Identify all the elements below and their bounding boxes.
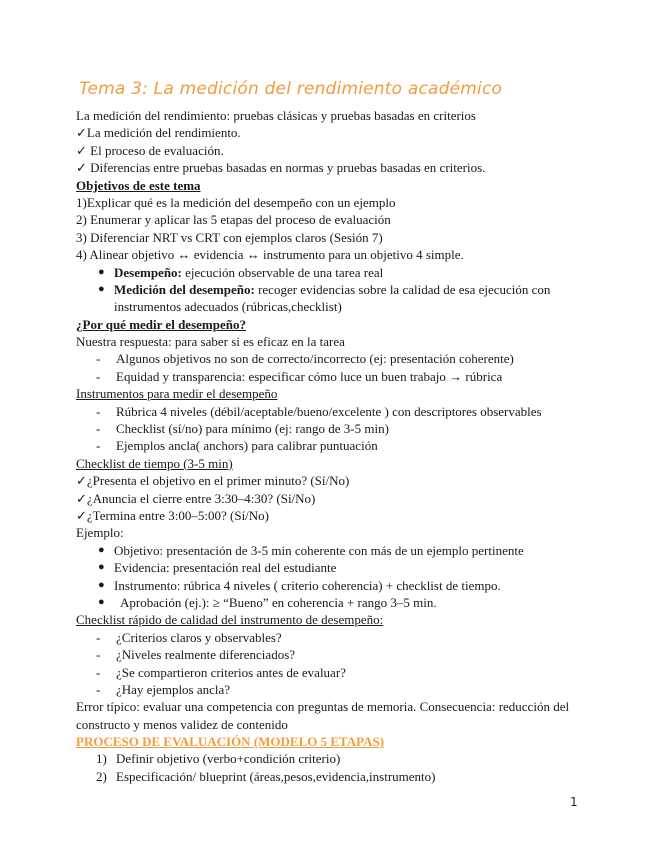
process-item-text: Definir objetivo (verbo+condición criterio) <box>116 751 341 767</box>
process-item-text: Especificación/ blueprint (áreas,pesos,evidencia,instrumento) <box>116 768 436 784</box>
definition-text: recoger evidencias sobre la calidad de esa ejecución con <box>254 281 551 297</box>
check-item: ✓ El proceso de evaluación. <box>76 142 224 158</box>
process-heading: PROCESO DE EVALUACIÓN (MODELO 5 ETAPAS) <box>76 734 385 750</box>
example-label: Ejemplo: <box>76 525 124 541</box>
quality-item-text: ¿Hay ejemplos ancla? <box>116 681 231 697</box>
checklist-item: ✓¿Presenta el objetivo en el primer minuto? (Sí/No) <box>76 473 350 489</box>
quality-item-text: ¿Criterios claros y observables? <box>116 629 282 645</box>
page-number: 1 <box>570 795 578 809</box>
objective-item: 2) Enumerar y aplicar las 5 etapas del proceso de evaluación <box>76 212 391 228</box>
example-item-text: Instrumento: rúbrica 4 niveles ( criterio coherencia) + checklist de tiempo. <box>114 577 501 593</box>
instrument-item <box>76 403 586 420</box>
checklist-item: ✓¿Termina entre 3:00–5:00? (Sí/No) <box>76 507 270 523</box>
dash-icon: - <box>96 681 101 697</box>
quality-item-text: ¿Niveles realmente diferenciados? <box>116 647 296 663</box>
example-item <box>76 559 586 576</box>
dash-icon: - <box>96 403 101 419</box>
bullet-icon: ● <box>98 265 105 278</box>
process-item <box>76 750 586 767</box>
instrument-item-text: Checklist (sí/no) para mínimo (ej: rango de 3-5 min) <box>116 421 389 437</box>
objective-item: 3) Diferenciar NRT vs CRT con ejemplos claros (Sesión 7) <box>76 229 383 245</box>
quality-item <box>76 681 586 698</box>
definition-term: Medición del desempeño: <box>114 281 255 297</box>
bullet-icon: ● <box>98 282 105 295</box>
instrument-item <box>76 420 586 437</box>
bullet-icon: ● <box>98 543 105 556</box>
definition-term: Desempeño: <box>114 264 182 280</box>
check-item: ✓La medición del rendimiento. <box>76 125 241 141</box>
intro-line: La medición del rendimiento: pruebas clásicas y pruebas basadas en criterios <box>76 108 476 123</box>
dash-icon: - <box>96 351 101 367</box>
objective-item: 4) Alinear objetivo ↔ evidencia ↔ instrumento para un objetivo 4 simple. <box>76 247 464 263</box>
why-heading: ¿Por qué medir el desempeño? <box>76 316 246 332</box>
definition-item <box>76 264 586 281</box>
quality-heading: Checklist rápido de calidad del instrumento de desempeño: <box>76 612 384 628</box>
example-item <box>76 542 586 559</box>
quality-item <box>76 629 586 646</box>
dash-icon: - <box>96 629 101 645</box>
page-title: Tema 3: La medición del rendimiento académico <box>79 79 503 99</box>
definition-text: ejecución observable de una tarea real <box>181 264 384 280</box>
example-item <box>76 577 586 594</box>
dash-icon: - <box>96 647 101 663</box>
instrument-item-text: Ejemplos ancla( anchors) para calibrar puntuación <box>116 438 378 454</box>
example-item-text: Evidencia: presentación real del estudiante <box>114 560 337 576</box>
dash-icon: - <box>96 664 101 680</box>
dash-icon: - <box>96 368 101 384</box>
definition-item <box>76 281 586 298</box>
objective-item: 1)Explicar qué es la medición del desempeño con un ejemplo <box>76 194 396 210</box>
why-item <box>76 350 586 367</box>
checklist-item: ✓¿Anuncia el cierre entre 3:30–4:30? (Sí/No) <box>76 490 316 506</box>
why-answer: Nuestra respuesta: para saber si es eficaz en la tarea <box>76 334 345 350</box>
process-item-number: 1) <box>96 751 107 767</box>
quality-item <box>76 664 586 681</box>
definition-continuation-text: instrumentos adecuados (rúbricas,checklist) <box>114 299 342 315</box>
checklist-heading: Checklist de tiempo (3-5 min) <box>76 455 233 471</box>
dash-icon: - <box>96 421 101 437</box>
process-item-number: 2) <box>96 768 107 784</box>
quality-item-text: ¿Se compartieron criterios antes de evaluar? <box>116 664 346 680</box>
why-item-text: Equidad y transparencia: especificar cómo luce un buen trabajo → rúbrica <box>116 368 503 384</box>
instrument-item <box>76 437 586 454</box>
dash-icon: - <box>96 438 101 454</box>
definition-continuation <box>76 298 586 315</box>
example-item <box>76 594 586 611</box>
process-item <box>76 768 586 785</box>
example-item-text: Objetivo: presentación de 3-5 min coherente con más de un ejemplo pertinente <box>114 542 524 558</box>
instruments-heading: Instrumentos para medir el desempeño <box>76 386 278 402</box>
bullet-icon: ● <box>98 595 105 608</box>
why-item-text: Algunos objetivos no son de correcto/incorrecto (ej: presentación coherente) <box>116 351 514 367</box>
why-item <box>76 368 586 385</box>
objectives-heading: Objetivos de este tema <box>76 177 201 193</box>
bullet-icon: ● <box>98 578 105 591</box>
check-item: ✓ Diferencias entre pruebas basadas en normas y pruebas basadas en criterios. <box>76 160 486 176</box>
bullet-icon: ● <box>98 561 105 574</box>
error-note: Error típico: evaluar una competencia con preguntas de memoria. Consecuencia: reducción del <box>76 699 570 715</box>
document-body <box>76 107 586 785</box>
quality-item <box>76 646 586 663</box>
error-note-continuation: constructo y menos validez de contenido <box>76 716 288 732</box>
example-item-text: Aprobación (ej.): ≥ “Bueno” en coherencia + rango 3–5 min. <box>120 594 437 610</box>
instrument-item-text: Rúbrica 4 niveles (débil/aceptable/bueno/excelente ) con descriptores observables <box>116 403 542 419</box>
